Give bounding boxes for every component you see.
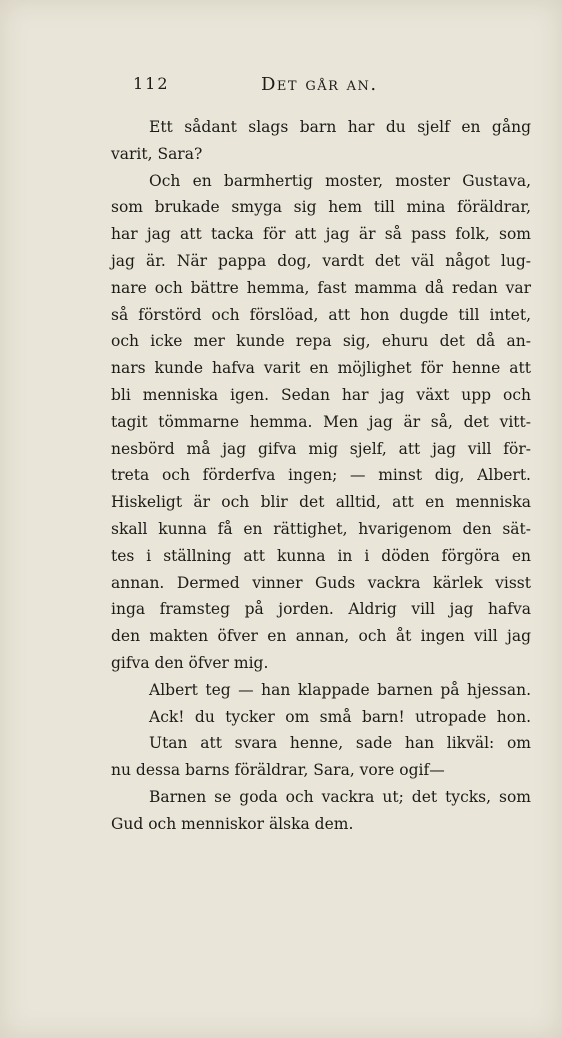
page-number: 112 xyxy=(133,74,170,93)
text-line: Ack! du tycker om små barn! utropade hon. xyxy=(149,707,531,726)
text-line: Och en barmhertig moster, moster Gustava, xyxy=(149,171,531,190)
text-line: tes i ställning att kunna in i döden förgöra en xyxy=(111,546,531,565)
text-line: bli menniska igen. Sedan har jag växt upp och xyxy=(111,385,531,404)
text-line: den makten öfver en annan, och åt ingen vill jag xyxy=(111,627,531,646)
text-line: Hiskeligt är och blir det alltid, att en menniska xyxy=(111,493,531,512)
text-line: och icke mer kunde repa sig, ehuru det då an- xyxy=(111,332,531,351)
running-head: Det går an. xyxy=(261,74,378,95)
text-line: skall kunna få en rättighet, hvarigenom den sät- xyxy=(111,519,531,538)
text-line: tagit tömmarne hemma. Men jag är så, det vitt- xyxy=(111,412,531,431)
text-line: nesbörd må jag gifva mig sjelf, att jag vill för- xyxy=(111,439,531,458)
text-line: jag är. När pappa dog, vardt det väl något lug- xyxy=(111,251,531,270)
text-line: Ett sådant slags barn har du sjelf en gång xyxy=(149,118,531,136)
text-line: inga framsteg på jorden. Aldrig vill jag hafva xyxy=(111,600,531,619)
text-line: Barnen se goda och vackra ut; det tycks, som xyxy=(149,787,531,806)
text-line: Gud och menniskor älska dem. xyxy=(111,814,354,833)
text-line: nars kunde hafva varit en möjlighet för henne att xyxy=(111,359,531,378)
text-line: gifva den öfver mig. xyxy=(111,653,269,672)
text-line: annan. Dermed vinner Guds vackra kärlek visst xyxy=(111,573,531,592)
text-line: så förstörd och förslöad, att hon dugde till intet, xyxy=(111,305,531,324)
text-line: som brukade smyga sig hem till mina föräldrar, xyxy=(111,198,531,217)
text-line: Utan att svara henne, sade han likväl: om xyxy=(149,734,531,753)
text-line: nu dessa barns föräldrar, Sara, vore ogif— xyxy=(111,761,445,780)
text-line: Albert teg — han klappade barnen på hjessan. xyxy=(149,680,531,699)
page-header xyxy=(133,74,403,100)
text-line: treta och förderfva ingen; — minst dig, Albert. xyxy=(111,466,531,485)
text-line: har jag att tacka för att jag är så pass folk, som xyxy=(111,225,531,244)
text-line: varit, Sara? xyxy=(111,144,203,163)
body-text xyxy=(111,114,531,838)
text-line: nare och bättre hemma, fast mamma då redan var xyxy=(111,278,531,297)
